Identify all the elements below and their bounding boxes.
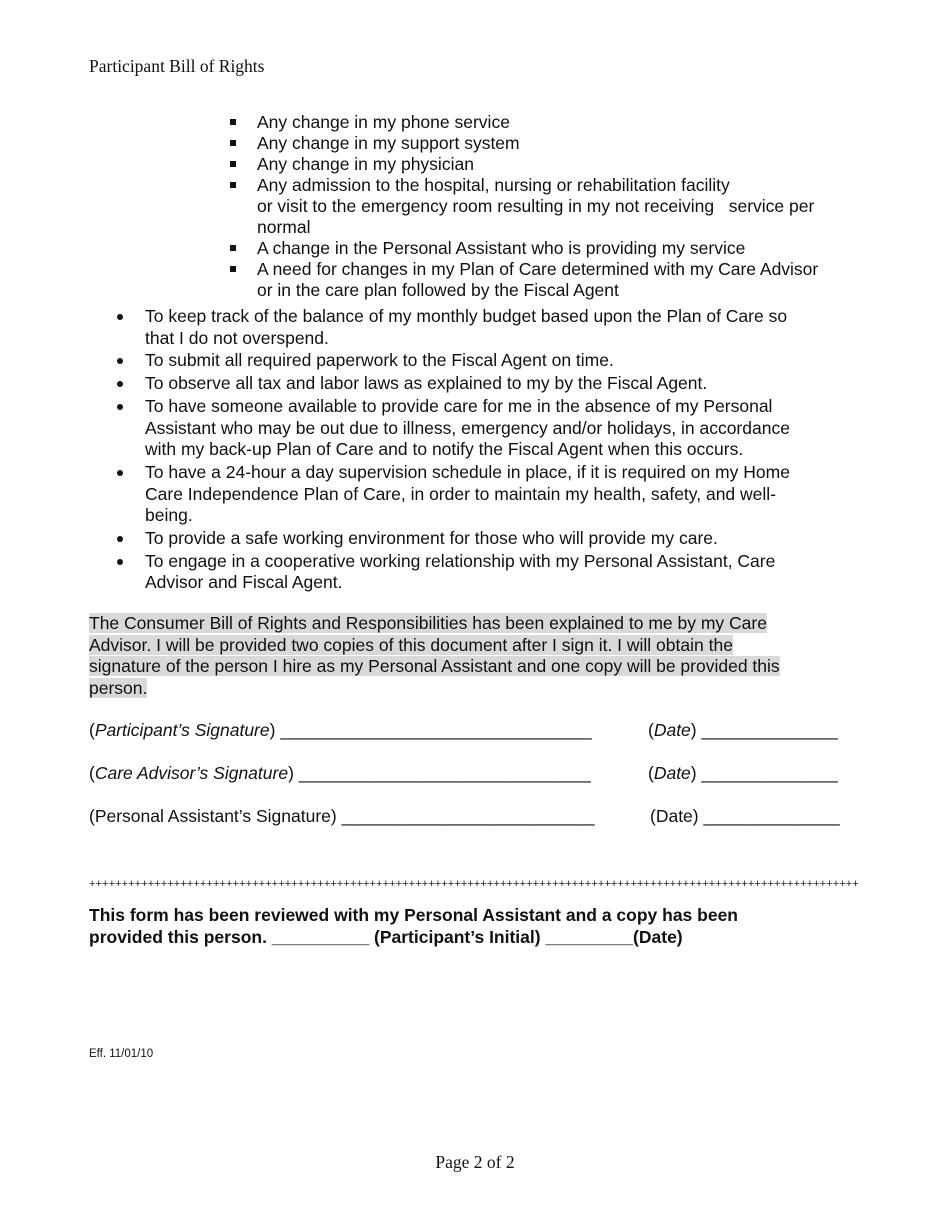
list-item-text: Advisor and Fiscal Agent. <box>145 572 343 593</box>
personal-assistant-date-field[interactable]: (Date) ______________ <box>650 806 840 826</box>
bullet-icon <box>117 404 123 410</box>
list-item-text: To keep track of the balance of my monthly budget based upon the Plan of Care so <box>145 306 788 326</box>
effective-date: Eff. 11/01/10 <box>89 1048 154 1060</box>
list-item-text: To provide a safe working environment for those who will provide my care. <box>145 528 718 549</box>
list-item <box>200 133 900 154</box>
list-item-text: with my back-up Plan of Care and to notify the Fiscal Agent when this occurs. <box>145 439 744 460</box>
review-line: This form has been reviewed with my Personal Assistant and a copy has been <box>89 905 738 925</box>
list-item <box>89 396 849 461</box>
list-item-text: or in the care plan followed by the Fiscal Agent <box>257 280 619 300</box>
list-item-text: or visit to the emergency room resulting in my not receiving service per <box>257 196 815 216</box>
square-bullet-icon <box>230 140 236 146</box>
square-bullet-icon <box>230 182 236 188</box>
list-item <box>200 112 900 133</box>
list-item-text: To engage in a cooperative working relationship with my Personal Assistant, Care <box>145 550 776 571</box>
responsibilities-list <box>89 306 849 595</box>
list-item-text: that I do not overspend. <box>145 327 329 348</box>
list-item <box>89 350 849 372</box>
date-label: Date <box>653 720 691 740</box>
review-statement <box>89 905 829 948</box>
care-advisor-signature-field[interactable]: (Care Advisor’s Signature) ______________________________ <box>89 763 591 783</box>
bullet-icon <box>117 559 123 565</box>
square-bullet-icon <box>230 245 236 251</box>
consent-line: person. <box>89 678 148 699</box>
list-item-text: To have someone available to provide care for me in the absence of my Personal <box>145 395 773 416</box>
signature-line: ______________________________ <box>298 763 591 783</box>
list-item <box>89 462 849 527</box>
list-item-text: To submit all required paperwork to the Fiscal Agent on time. <box>145 350 614 371</box>
consent-line: The Consumer Bill of Rights and Responsibilities has been explained to me by my Care <box>89 613 767 633</box>
page-number: Page 2 of 2 <box>435 1152 515 1172</box>
list-item-text: A change in the Personal Assistant who is providing my service <box>257 238 746 258</box>
bullet-icon <box>117 381 123 387</box>
review-line[interactable]: provided this person. __________ (Participant’s Initial) _________(Date) <box>89 926 683 947</box>
consent-paragraph <box>89 613 849 700</box>
list-item <box>200 259 900 301</box>
care-advisor-date-field[interactable]: (Date) ______________ <box>648 763 838 783</box>
personal-assistant-signature-field[interactable]: (Personal Assistant’s Signature) __________________________ <box>89 806 595 826</box>
date-label: Date <box>653 763 691 783</box>
list-item <box>89 551 849 594</box>
signature-line: ________________________________ <box>280 720 592 740</box>
list-item-text: Any change in my support system <box>257 133 520 153</box>
square-bullet-icon <box>230 266 236 272</box>
page-header: Participant Bill of Rights <box>89 56 265 76</box>
bullet-icon <box>117 358 123 364</box>
list-item-text: A need for changes in my Plan of Care determined with my Care Advisor <box>257 259 819 279</box>
bullet-icon <box>117 470 123 476</box>
list-item <box>200 154 900 175</box>
consent-line: signature of the person I hire as my Personal Assistant and one copy will be provided this <box>89 656 780 677</box>
list-item-text: normal <box>257 217 311 237</box>
list-item <box>200 175 900 238</box>
care-advisor-signature-label: Care Advisor’s Signature <box>94 763 289 783</box>
notification-sublist <box>200 112 900 301</box>
list-item-text: Any admission to the hospital, nursing or rehabilitation facility <box>257 175 730 195</box>
consent-line: Advisor. I will be provided two copies of this document after I sign it. I will obtain the <box>89 634 733 655</box>
separator-line: ++++++++++++++++++++++++++++++++++++++++++++++++++++++++++++++++++++++++++++++++++++++++++++++++++++++++++++++++++++++ <box>89 878 859 890</box>
list-item <box>89 528 849 550</box>
square-bullet-icon <box>230 161 236 167</box>
list-item <box>89 306 849 349</box>
list-item-text: Care Independence Plan of Care, in order to maintain my health, safety, and well- <box>145 483 776 504</box>
square-bullet-icon <box>230 119 236 125</box>
list-item-text: Any change in my phone service <box>257 112 510 132</box>
list-item-text: Any change in my physician <box>257 154 474 174</box>
list-item-text: being. <box>145 505 193 526</box>
participant-date-field[interactable]: (Date) ______________ <box>648 720 838 740</box>
bullet-icon <box>117 314 123 320</box>
list-item-text: To observe all tax and labor laws as explained to my by the Fiscal Agent. <box>145 373 708 394</box>
participant-signature-field[interactable]: (Participant’s Signature) ________________________________ <box>89 720 592 740</box>
list-item <box>89 373 849 395</box>
date-line: ______________ <box>701 720 838 740</box>
list-item-text: To have a 24-hour a day supervision schedule in place, if it is required on my Home <box>145 461 790 482</box>
list-item <box>200 238 900 259</box>
bullet-icon <box>117 536 123 542</box>
list-item-text: Assistant who may be out due to illness, emergency and/or holidays, in accordance <box>145 417 790 438</box>
date-line: ______________ <box>701 763 838 783</box>
participant-signature-label: Participant’s Signature <box>94 720 270 740</box>
